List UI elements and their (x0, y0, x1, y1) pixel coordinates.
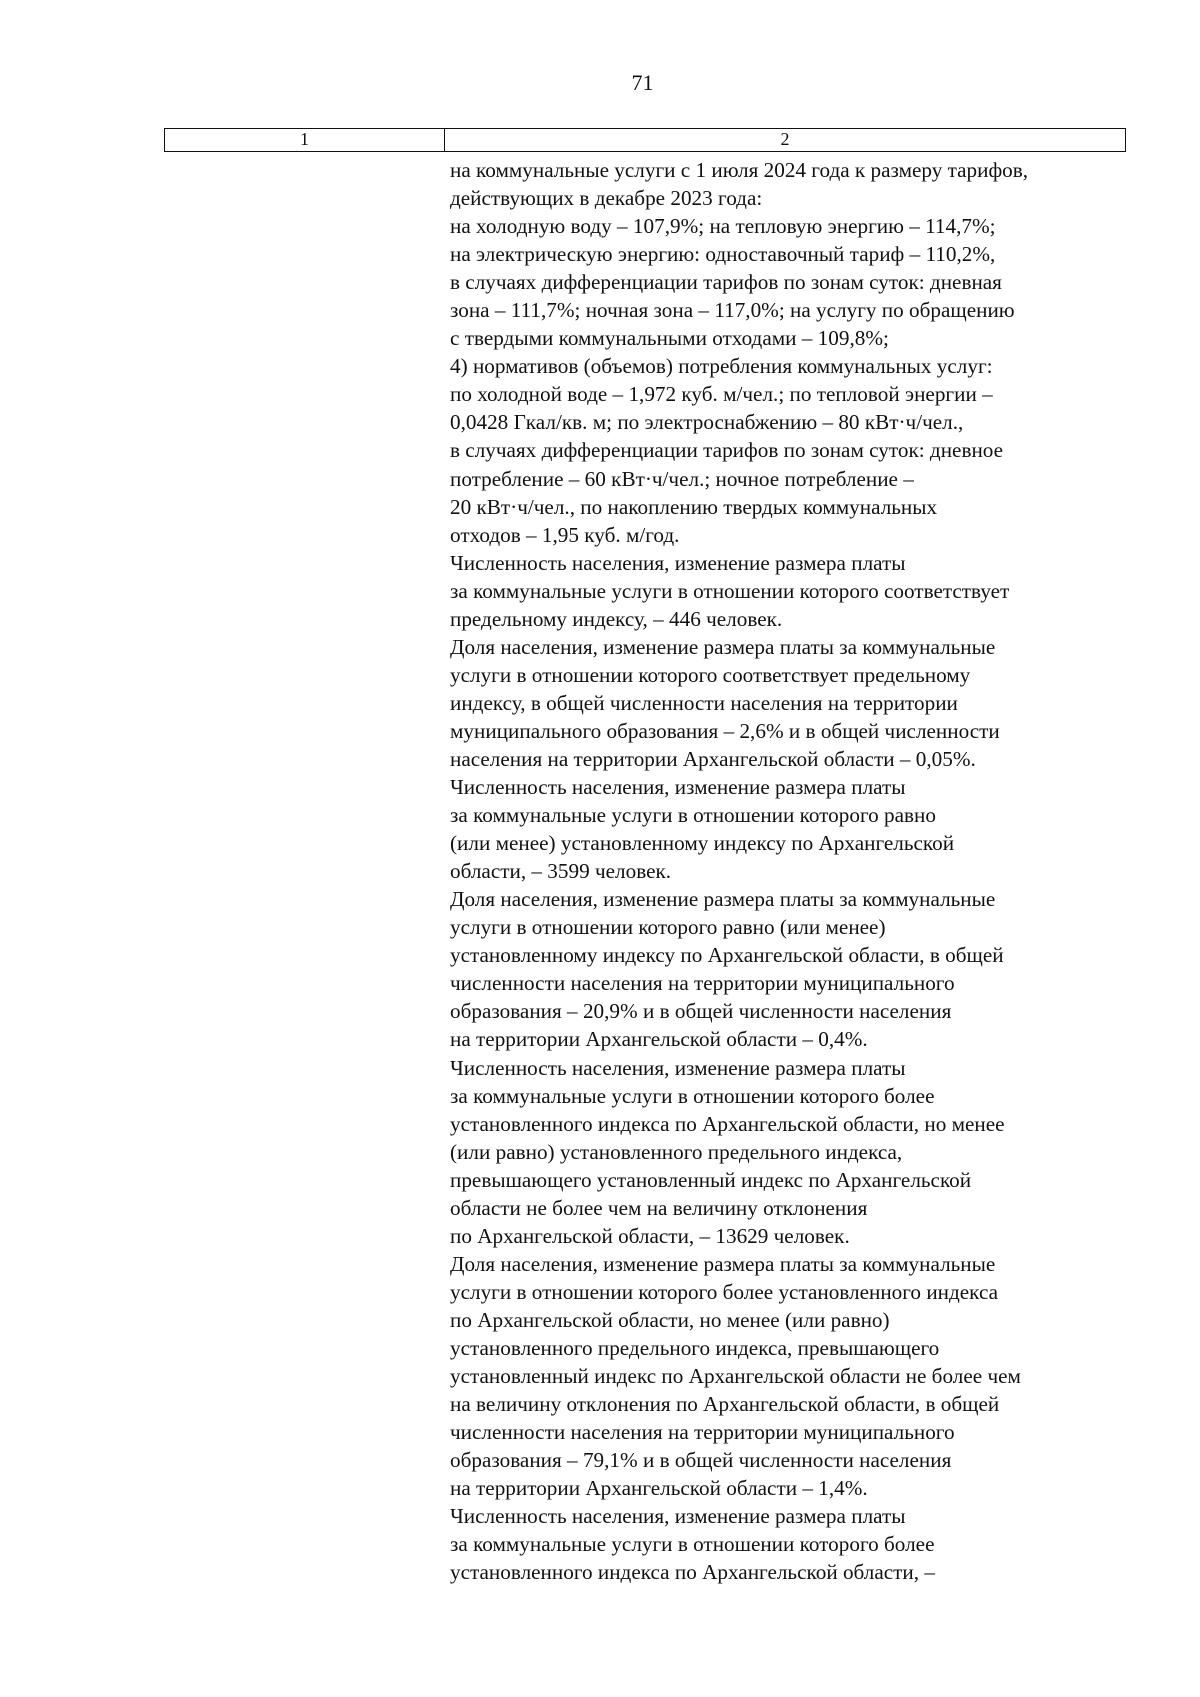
text-line: на электрическую энергию: одноставочный тариф – 110,2%, (450, 242, 996, 267)
text-line: муниципального образования – 2,6% и в общей численности (450, 718, 1000, 743)
text-line: на величину отклонения по Архангельской области, в общей (450, 1392, 1000, 1417)
text-line: потребление – 60 кВт·ч/чел.; ночное потребление – (450, 466, 914, 491)
text-line: на холодную воду – 107,9%; на тепловую энергию – 114,7%; (450, 214, 996, 239)
text-line: за коммунальные услуги в отношении которого равно (450, 803, 936, 828)
text-line: установленного индекса по Архангельской области, – (450, 1560, 935, 1585)
text-line: численности населения на территории муниципального (450, 1420, 955, 1445)
table-header-col-1: 1 (165, 129, 445, 151)
text-line: предельному индексу, – 446 человек. (450, 606, 783, 631)
text-line: на территории Архангельской области – 1,4%. (450, 1476, 868, 1501)
text-line: индексу, в общей численности населения на территории (450, 690, 958, 715)
text-line: численности населения на территории муниципального (450, 971, 955, 996)
text-line: за коммунальные услуги в отношении которого соответствует (450, 578, 1010, 603)
text-line: Численность населения, изменение размера платы (450, 1504, 906, 1529)
text-line: услуги в отношении которого соответствует предельному (450, 662, 971, 687)
page-number: 71 (631, 70, 654, 95)
text-line: установленного предельного индекса, превышающего (450, 1335, 940, 1360)
text-line: (или равно) установленного предельного индекса, (450, 1139, 903, 1164)
text-line: Доля населения, изменение размера платы за коммунальные (450, 887, 996, 912)
text-line: 4) нормативов (объемов) потребления коммунальных услуг: (450, 354, 993, 379)
text-line: на коммунальные услуги с 1 июля 2024 года к размеру тарифов, (450, 158, 1029, 182)
text-line: установленного индекса по Архангельской области, но менее (450, 1111, 1005, 1136)
text-line: зона – 111,7%; ночная зона – 117,0%; на услугу по обращению (450, 298, 1015, 323)
text-line: действующих в декабре 2023 года: (450, 186, 763, 211)
text-line: с твердыми коммунальными отходами – 109,8%; (450, 326, 889, 351)
text-line: превышающего установленный индекс по Архангельской (450, 1167, 972, 1192)
text-line: отходов – 1,95 куб. м/год. (450, 522, 680, 547)
text-line: 0,0428 Гкал/кв. м; по электроснабжению – 80 кВт·ч/чел., (450, 410, 964, 435)
text-line: по холодной воде – 1,972 куб. м/чел.; по тепловой энергии – (450, 382, 993, 407)
table-header-row (164, 128, 1126, 152)
text-line: Численность населения, изменение размера платы (450, 550, 906, 575)
table-header-col-2: 2 (780, 129, 790, 149)
text-line: Доля населения, изменение размера платы за коммунальные (450, 634, 996, 659)
text-line: образования – 79,1% и в общей численности населения (450, 1448, 952, 1473)
table-cell-col-2-text (450, 156, 1130, 1586)
text-line: области, – 3599 человек. (450, 859, 672, 884)
text-line: в случаях дифференциации тарифов по зонам суток: дневное (450, 438, 1004, 463)
text-line: на территории Архангельской области – 0,4%. (450, 1027, 868, 1052)
text-line: образования – 20,9% и в общей численности населения (450, 999, 952, 1024)
text-line: установленный индекс по Архангельской области не более чем (450, 1364, 1021, 1389)
text-line: за коммунальные услуги в отношении которого более (450, 1532, 935, 1557)
text-line: 20 кВт·ч/чел., по накоплению твердых коммунальных (450, 494, 938, 519)
text-line: (или менее) установленному индексу по Архангельской (450, 831, 955, 856)
text-line: области не более чем на величину отклонения (450, 1195, 868, 1220)
text-line: Численность населения, изменение размера платы (450, 1055, 906, 1080)
text-line: установленному индексу по Архангельской области, в общей (450, 943, 1004, 968)
text-line: населения на территории Архангельской области – 0,05%. (450, 746, 976, 771)
text-line: в случаях дифференциации тарифов по зонам суток: дневная (450, 270, 1002, 295)
text-line: услуги в отношении которого равно (или менее) (450, 915, 886, 940)
text-line: Численность населения, изменение размера платы (450, 775, 906, 800)
text-line: за коммунальные услуги в отношении которого более (450, 1083, 935, 1108)
text-line: по Архангельской области, но менее (или равно) (450, 1307, 890, 1332)
text-line: услуги в отношении которого более установленного индекса (450, 1279, 999, 1304)
text-line: Доля населения, изменение размера платы за коммунальные (450, 1251, 996, 1276)
text-line: по Архангельской области, – 13629 человек. (450, 1223, 850, 1248)
